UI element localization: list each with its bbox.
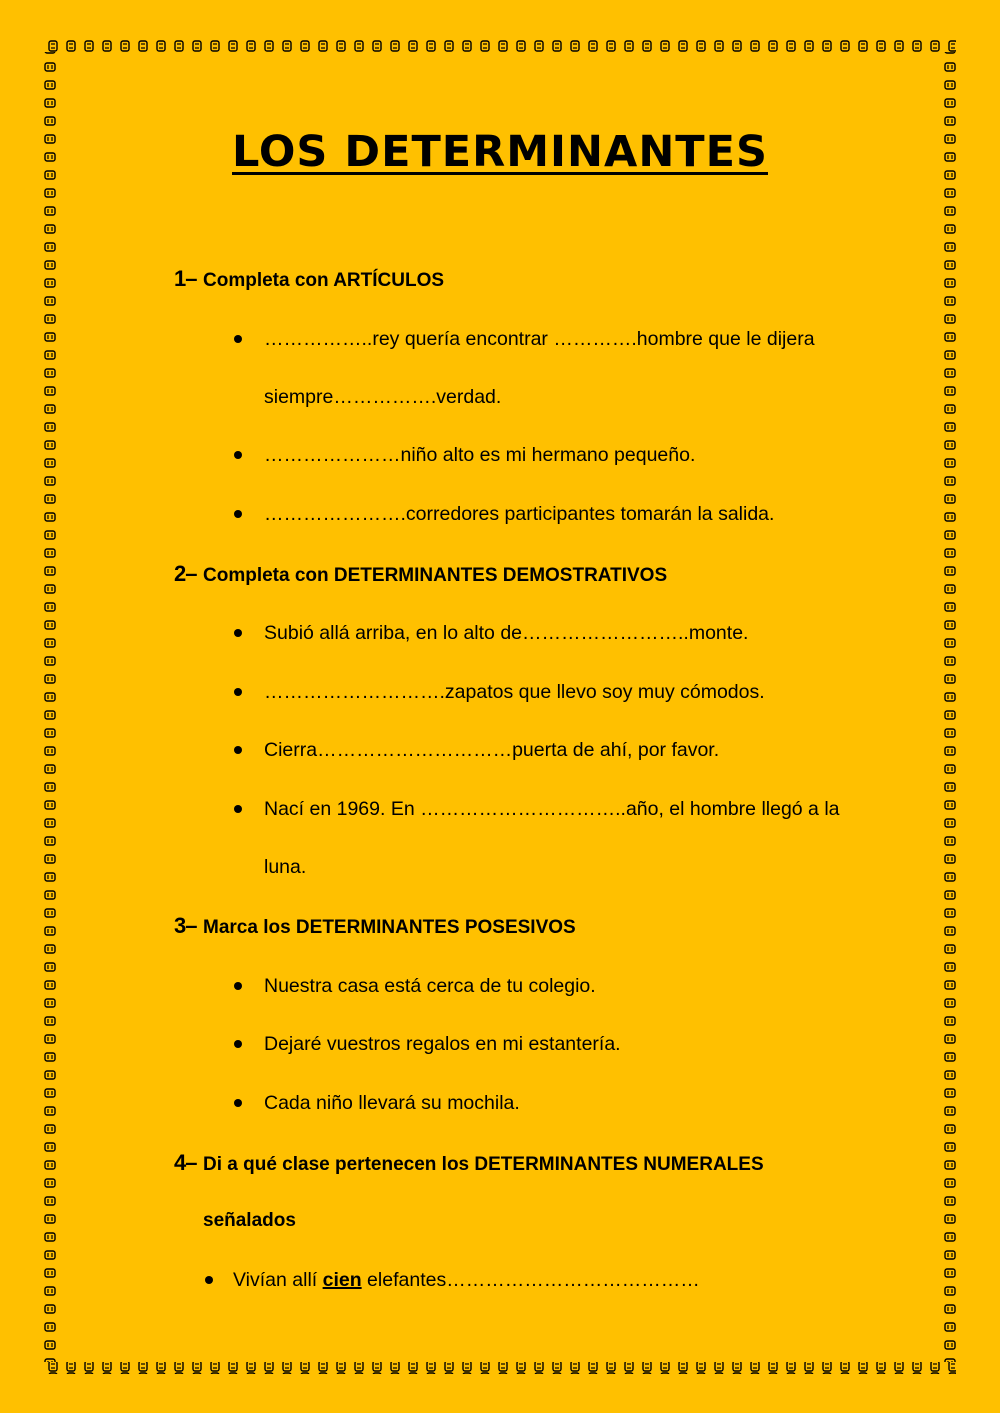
section-number: 3–	[174, 913, 197, 938]
list-item-continuation: siempre…………….verdad.	[264, 386, 502, 408]
list-item-continuation: luna.	[264, 856, 307, 878]
underlined-numeral: cien	[322, 1269, 362, 1291]
section-number: 1–	[174, 266, 197, 291]
list-item: …………………niño alto es mi hermano pequeño.	[264, 444, 696, 466]
list-item: ……………..rey quería encontrar ………….hombre que le dijera	[264, 328, 815, 350]
list-item: Subió allá arriba, en lo alto de……………………..monte.	[264, 622, 749, 644]
bullet-icon	[234, 1099, 242, 1107]
bullet-icon	[234, 805, 242, 813]
list-item: Nuestra casa está cerca de tu colegio.	[264, 975, 596, 997]
page-title: LOS DETERMINANTES	[232, 127, 768, 177]
section-1-heading: 1– Completa con ARTÍCULOS	[174, 264, 444, 296]
list-item: Vivían allí cien elefantes…………………………………	[233, 1269, 700, 1291]
bullet-icon	[234, 746, 242, 754]
list-item: Cierra…………………………puerta de ahí, por favor.	[264, 739, 720, 761]
bullet-icon	[234, 1040, 242, 1048]
section-number: 2–	[174, 561, 197, 586]
section-3-heading: 3– Marca los DETERMINANTES POSESIVOS	[174, 911, 576, 943]
section-4-heading: 4– Di a qué clase pertenecen los DETERMINANTES NUMERALES	[174, 1148, 764, 1180]
list-item: Dejaré vuestros regalos en mi estantería.	[264, 1033, 621, 1055]
list-item: Nací en 1969. En …………………………..año, el hombre llegó a la	[264, 798, 840, 820]
bullet-icon	[234, 982, 242, 990]
list-item: Cada niño llevará su mochila.	[264, 1092, 520, 1114]
bullet-icon	[205, 1276, 213, 1284]
list-item: ……………………….zapatos que llevo soy muy cómodos.	[264, 681, 765, 703]
section-number: 4–	[174, 1150, 197, 1175]
bullet-icon	[234, 335, 242, 343]
bullet-icon	[234, 629, 242, 637]
bullet-icon	[234, 510, 242, 518]
bullet-icon	[234, 688, 242, 696]
bullet-icon	[234, 451, 242, 459]
section-4-heading-continuation: señalados	[203, 1210, 296, 1231]
section-2-heading: 2– Completa con DETERMINANTES DEMOSTRATIVOS	[174, 559, 667, 591]
list-item: ………………….corredores participantes tomarán la salida.	[264, 503, 775, 525]
